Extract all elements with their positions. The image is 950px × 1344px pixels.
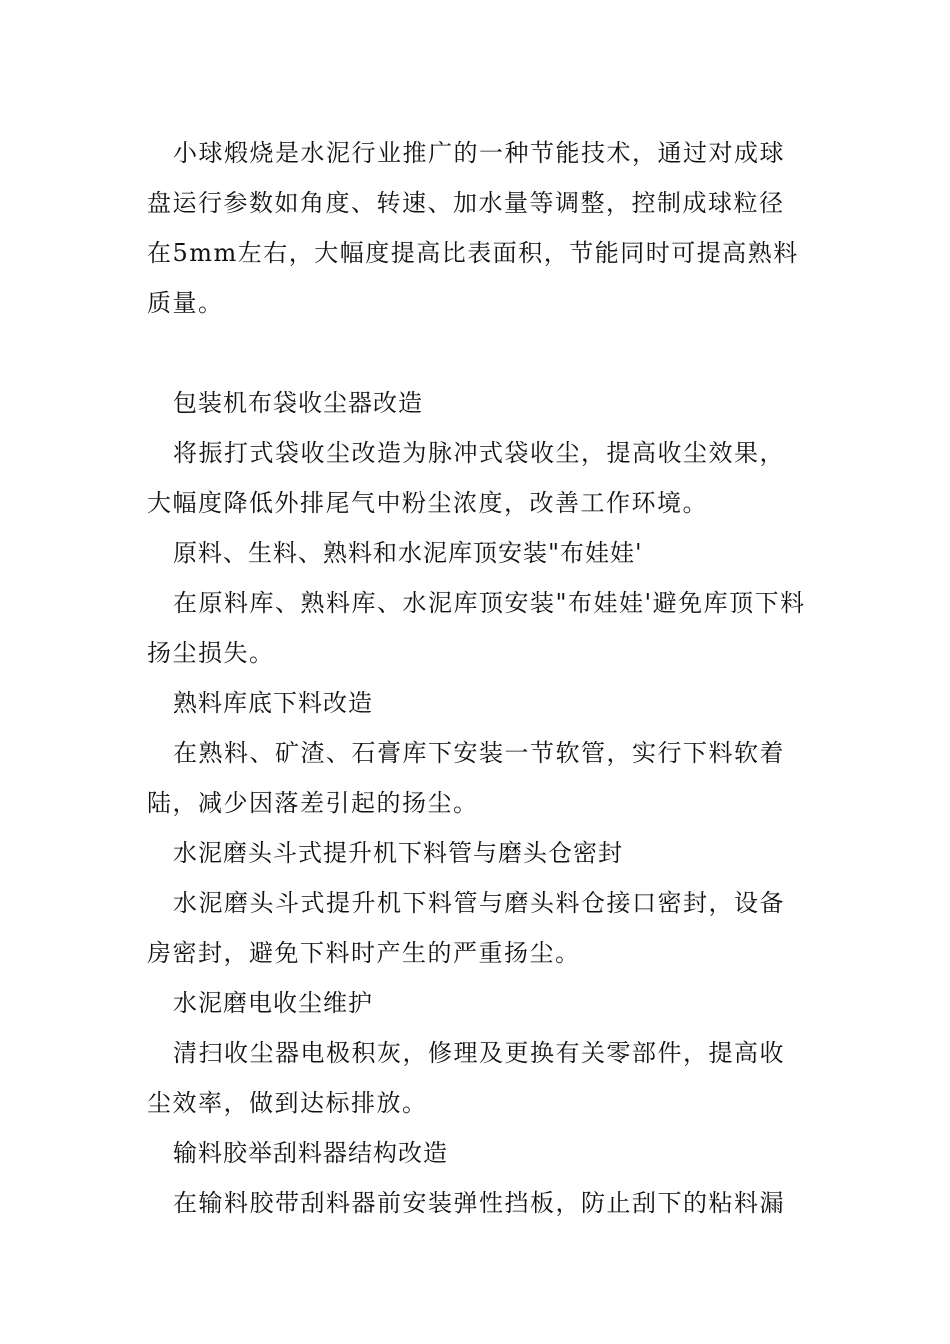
section-heading-mill-seal: 水泥磨头斗式提升机下料管与磨头仓密封: [173, 839, 623, 867]
section-body-scraper: 在输料胶带刮料器前安装弹性挡板，防止刮下的粘料漏: [173, 1189, 785, 1217]
section-heading-scraper: 输料胶举刮料器结构改造: [173, 1139, 448, 1167]
paragraph-gap: [147, 328, 807, 378]
section-body-silo-top: 在原料库、熟料库、水泥库顶安装"布娃娃'避免库顶下料扬尘损失。: [147, 589, 806, 667]
section-heading-silo-top: 原料、生料、熟料和水泥库顶安装"布娃娃': [173, 539, 643, 567]
section-body-baghouse: 将振打式袋收尘改造为脉冲式袋收尘，提高收尘效果，大幅度降低外排尾气中粉尘浓度，改善工作环境。: [147, 439, 785, 517]
section-body-mill-seal: 水泥磨头斗式提升机下料管与磨头料仓接口密封，设备房密封，避免下料时产生的严重扬尘。: [147, 889, 785, 967]
section-heading-esp-maintenance: 水泥磨电收尘维护: [173, 989, 373, 1017]
document-body: [147, 128, 807, 1228]
intro-paragraph: 小球煅烧是水泥行业推广的一种节能技术，通过对成球盘运行参数如角度、转速、加水量等调整，控制成球粒径在5mm左右，大幅度提高比表面积，节能同时可提高熟料质量。: [147, 139, 799, 317]
section-heading-clinker-silo: 熟料库底下料改造: [173, 689, 373, 717]
section-body-clinker-silo: 在熟料、矿渣、石膏库下安装一节软管，实行下料软着陆，减少因落差引起的扬尘。: [147, 739, 785, 817]
section-body-esp-maintenance: 清扫收尘器电极积灰，修理及更换有关零部件，提高收尘效率，做到达标排放。: [147, 1039, 785, 1117]
section-heading-baghouse: 包装机布袋收尘器改造: [173, 389, 423, 417]
